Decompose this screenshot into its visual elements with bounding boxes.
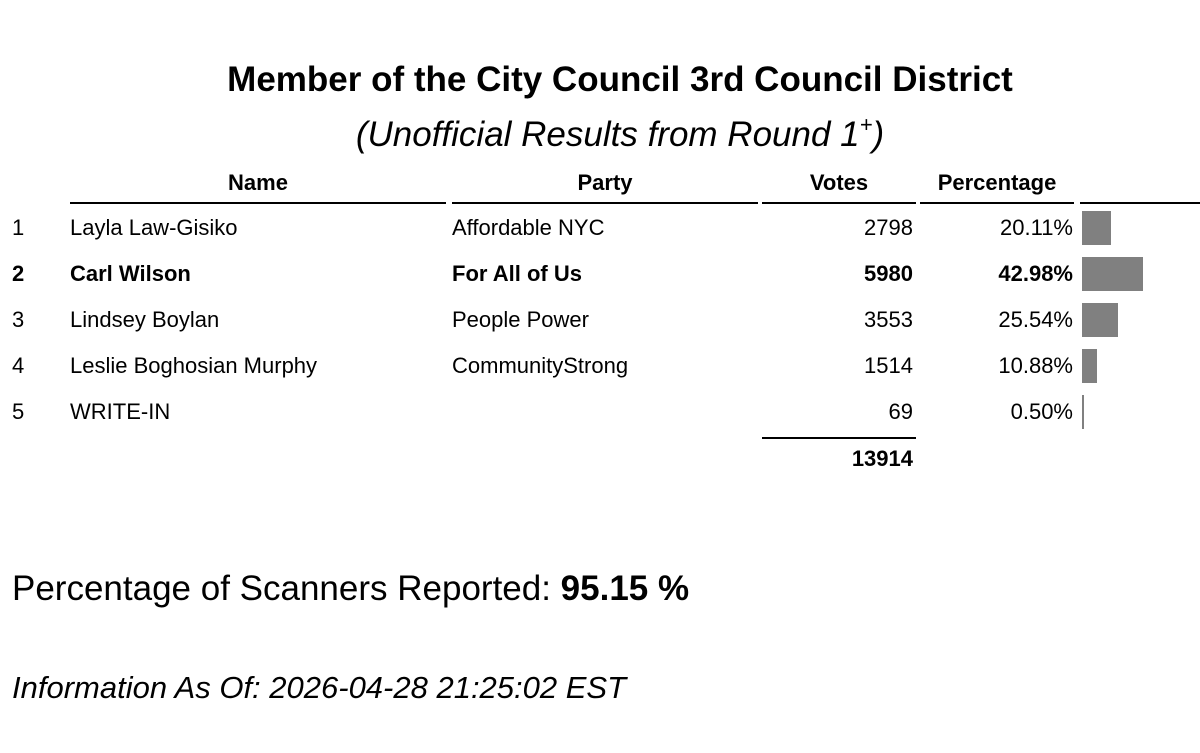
- row-percentage: 0.50%: [1010, 399, 1073, 424]
- table-row: [0, 389, 1200, 435]
- row-name: WRITE-IN: [70, 399, 171, 424]
- information-as-of: Information As Of: 2026-04-28 21:25:02 EST: [12, 670, 627, 705]
- row-name: Carl Wilson: [70, 261, 191, 286]
- row-votes: 69: [888, 399, 913, 424]
- scanners-value: 95.15 %: [560, 569, 690, 608]
- row-rank: 4: [12, 353, 25, 378]
- results-title: Member of the City Council 3rd Council District: [227, 60, 1013, 99]
- row-percentage: 20.11%: [1000, 215, 1073, 240]
- row-votes: 3553: [864, 307, 913, 332]
- row-name: Leslie Boghosian Murphy: [70, 353, 318, 378]
- table-row: [0, 297, 1200, 343]
- scanners-reported: [12, 567, 689, 611]
- scanners-label: Percentage of Scanners Reported:: [12, 569, 561, 608]
- subtitle-text: (Unofficial Results from Round 1: [355, 115, 860, 154]
- percentage-bar: [1082, 211, 1111, 245]
- row-rank: 2: [12, 261, 25, 286]
- row-name: Lindsey Boylan: [70, 307, 220, 332]
- subtitle-close: ): [872, 115, 885, 154]
- header-party: Party: [452, 170, 758, 204]
- row-votes: 2798: [864, 215, 913, 240]
- row-rank: 1: [12, 215, 25, 240]
- row-percentage: 42.98%: [998, 261, 1073, 286]
- header-bar-rule: [1080, 170, 1200, 204]
- row-rank: 5: [12, 399, 25, 424]
- table-row: [0, 205, 1200, 251]
- row-party: Affordable NYC: [452, 215, 605, 240]
- row-percentage: 10.88%: [998, 353, 1073, 378]
- row-party: For All of Us: [452, 261, 582, 286]
- row-rank: 3: [12, 307, 25, 332]
- percentage-bar: [1082, 395, 1084, 429]
- row-votes: 5980: [864, 261, 913, 286]
- table-row: [0, 343, 1200, 389]
- percentage-bar: [1082, 303, 1118, 337]
- row-party: People Power: [452, 307, 589, 332]
- row-votes: 1514: [864, 353, 913, 378]
- percentage-bar: [1082, 349, 1097, 383]
- header-name: Name: [70, 170, 446, 204]
- row-party: CommunityStrong: [452, 353, 629, 378]
- total-votes: 13914: [851, 446, 913, 471]
- row-percentage: 25.54%: [998, 307, 1073, 332]
- subtitle-superscript: +: [859, 112, 873, 137]
- results-subtitle: [0, 113, 1200, 157]
- percentage-bar: [1082, 257, 1143, 291]
- header-percentage: Percentage: [920, 170, 1074, 204]
- row-name: Layla Law-Gisiko: [70, 215, 238, 240]
- header-votes: Votes: [762, 170, 916, 204]
- table-row: [0, 251, 1200, 297]
- total-rule: [762, 437, 916, 439]
